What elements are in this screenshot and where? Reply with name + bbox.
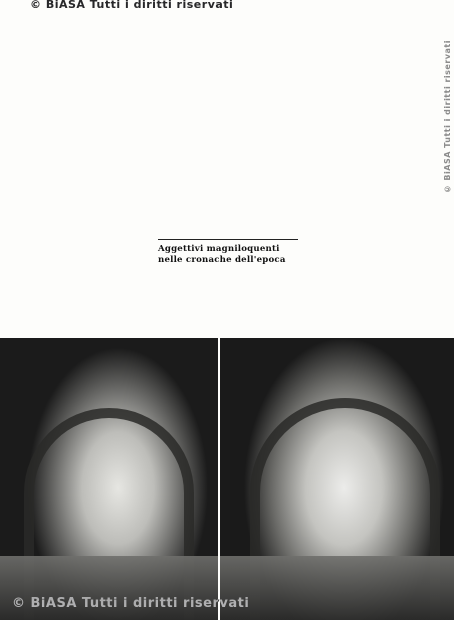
photo-vaulted-chamber-right bbox=[220, 338, 454, 620]
article-column-3 bbox=[304, 6, 450, 384]
article-column-2-bottom bbox=[158, 268, 298, 338]
article-column-1 bbox=[6, 6, 136, 340]
watermark-logo: © BiASA Tutti i diritti riservati bbox=[443, 40, 452, 194]
photo-vaulted-chamber-left bbox=[0, 338, 218, 620]
article-column-2-top bbox=[158, 0, 298, 234]
section-subheading: Aggettivi magniloquenti nelle cronache dell'epoca bbox=[158, 244, 286, 265]
section-divider bbox=[158, 239, 298, 240]
photo-strip bbox=[0, 338, 454, 620]
watermark-logo: © BiASA Tutti i diritti riservati bbox=[30, 0, 234, 11]
watermark-logo: © BiASA Tutti i diritti riservati bbox=[12, 596, 250, 611]
floor-shape bbox=[220, 556, 454, 620]
